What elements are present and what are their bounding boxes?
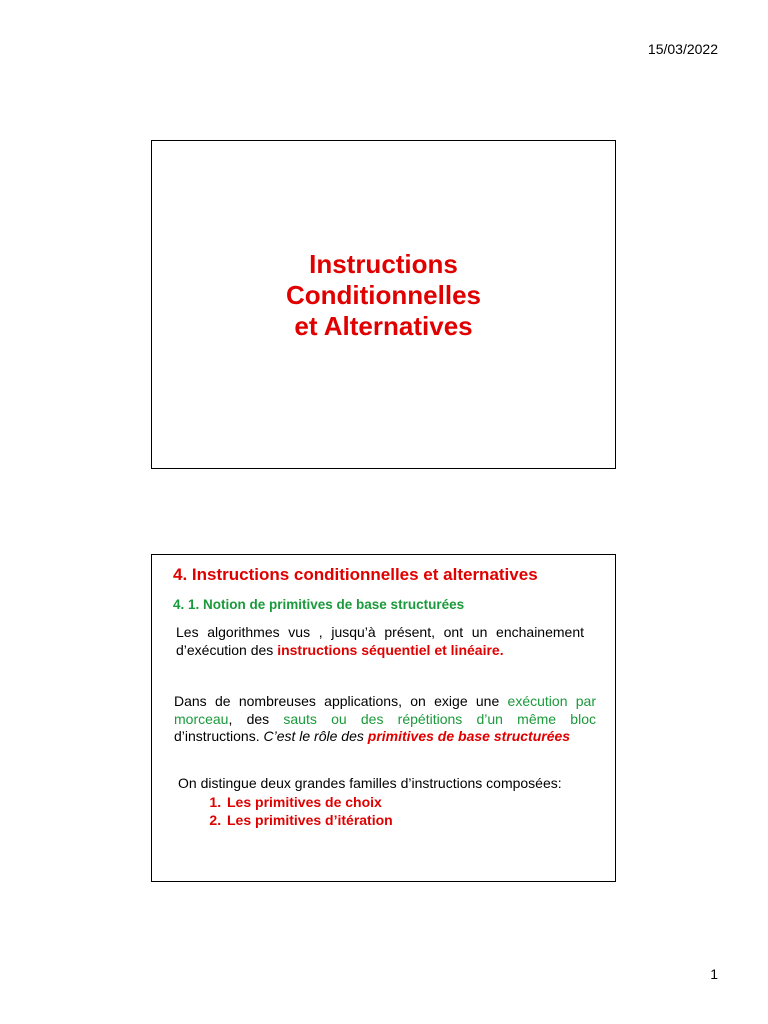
paragraph-1-emphasis: instructions séquentiel et linéaire. [277, 641, 504, 658]
page-date: 15/03/2022 [647, 41, 718, 57]
list-item: 2. Les primitives d’itération [225, 811, 588, 829]
paragraph-3 [178, 775, 588, 829]
subsection-heading: 4. 1. Notion de primitives de base structurées [173, 597, 465, 612]
primitives-list [178, 793, 588, 829]
paragraph-2-highlight-a: exécution par morceau [174, 693, 596, 727]
slide-title-line-3: et Alternatives [294, 311, 473, 341]
paragraph-2 [174, 693, 596, 746]
list-item: 1. Les primitives de choix [225, 793, 588, 811]
slide-title-line-2: Conditionnelles [286, 280, 481, 310]
slide-title-line-1: Instructions [309, 249, 458, 279]
paragraph-2-emphasis: primitives de base structurées [367, 728, 571, 744]
paragraph-2-italic: C’est le rôle des [263, 728, 368, 744]
content-slide [151, 554, 616, 882]
paragraph-2-text-b: , des [228, 710, 284, 727]
paragraph-2-text-c: d’instructions. [174, 728, 264, 744]
paragraph-1-text: Les algorithmes vus , jusqu’à présent, ont un enchainement d’exécution des [176, 624, 584, 658]
title-slide [151, 140, 616, 469]
page-number: 1 [710, 966, 718, 982]
paragraph-1 [176, 624, 584, 659]
slide-title [152, 249, 615, 342]
paragraph-2-text-a: Dans de nombreuses applications, on exige une [174, 693, 508, 709]
paragraph-3-text: On distingue deux grandes familles d’instructions composées: [178, 775, 562, 791]
section-heading: 4. Instructions conditionnelles et alternatives [173, 565, 538, 584]
paragraph-2-highlight-b: sauts ou des répétitions d’un même bloc [283, 710, 596, 727]
